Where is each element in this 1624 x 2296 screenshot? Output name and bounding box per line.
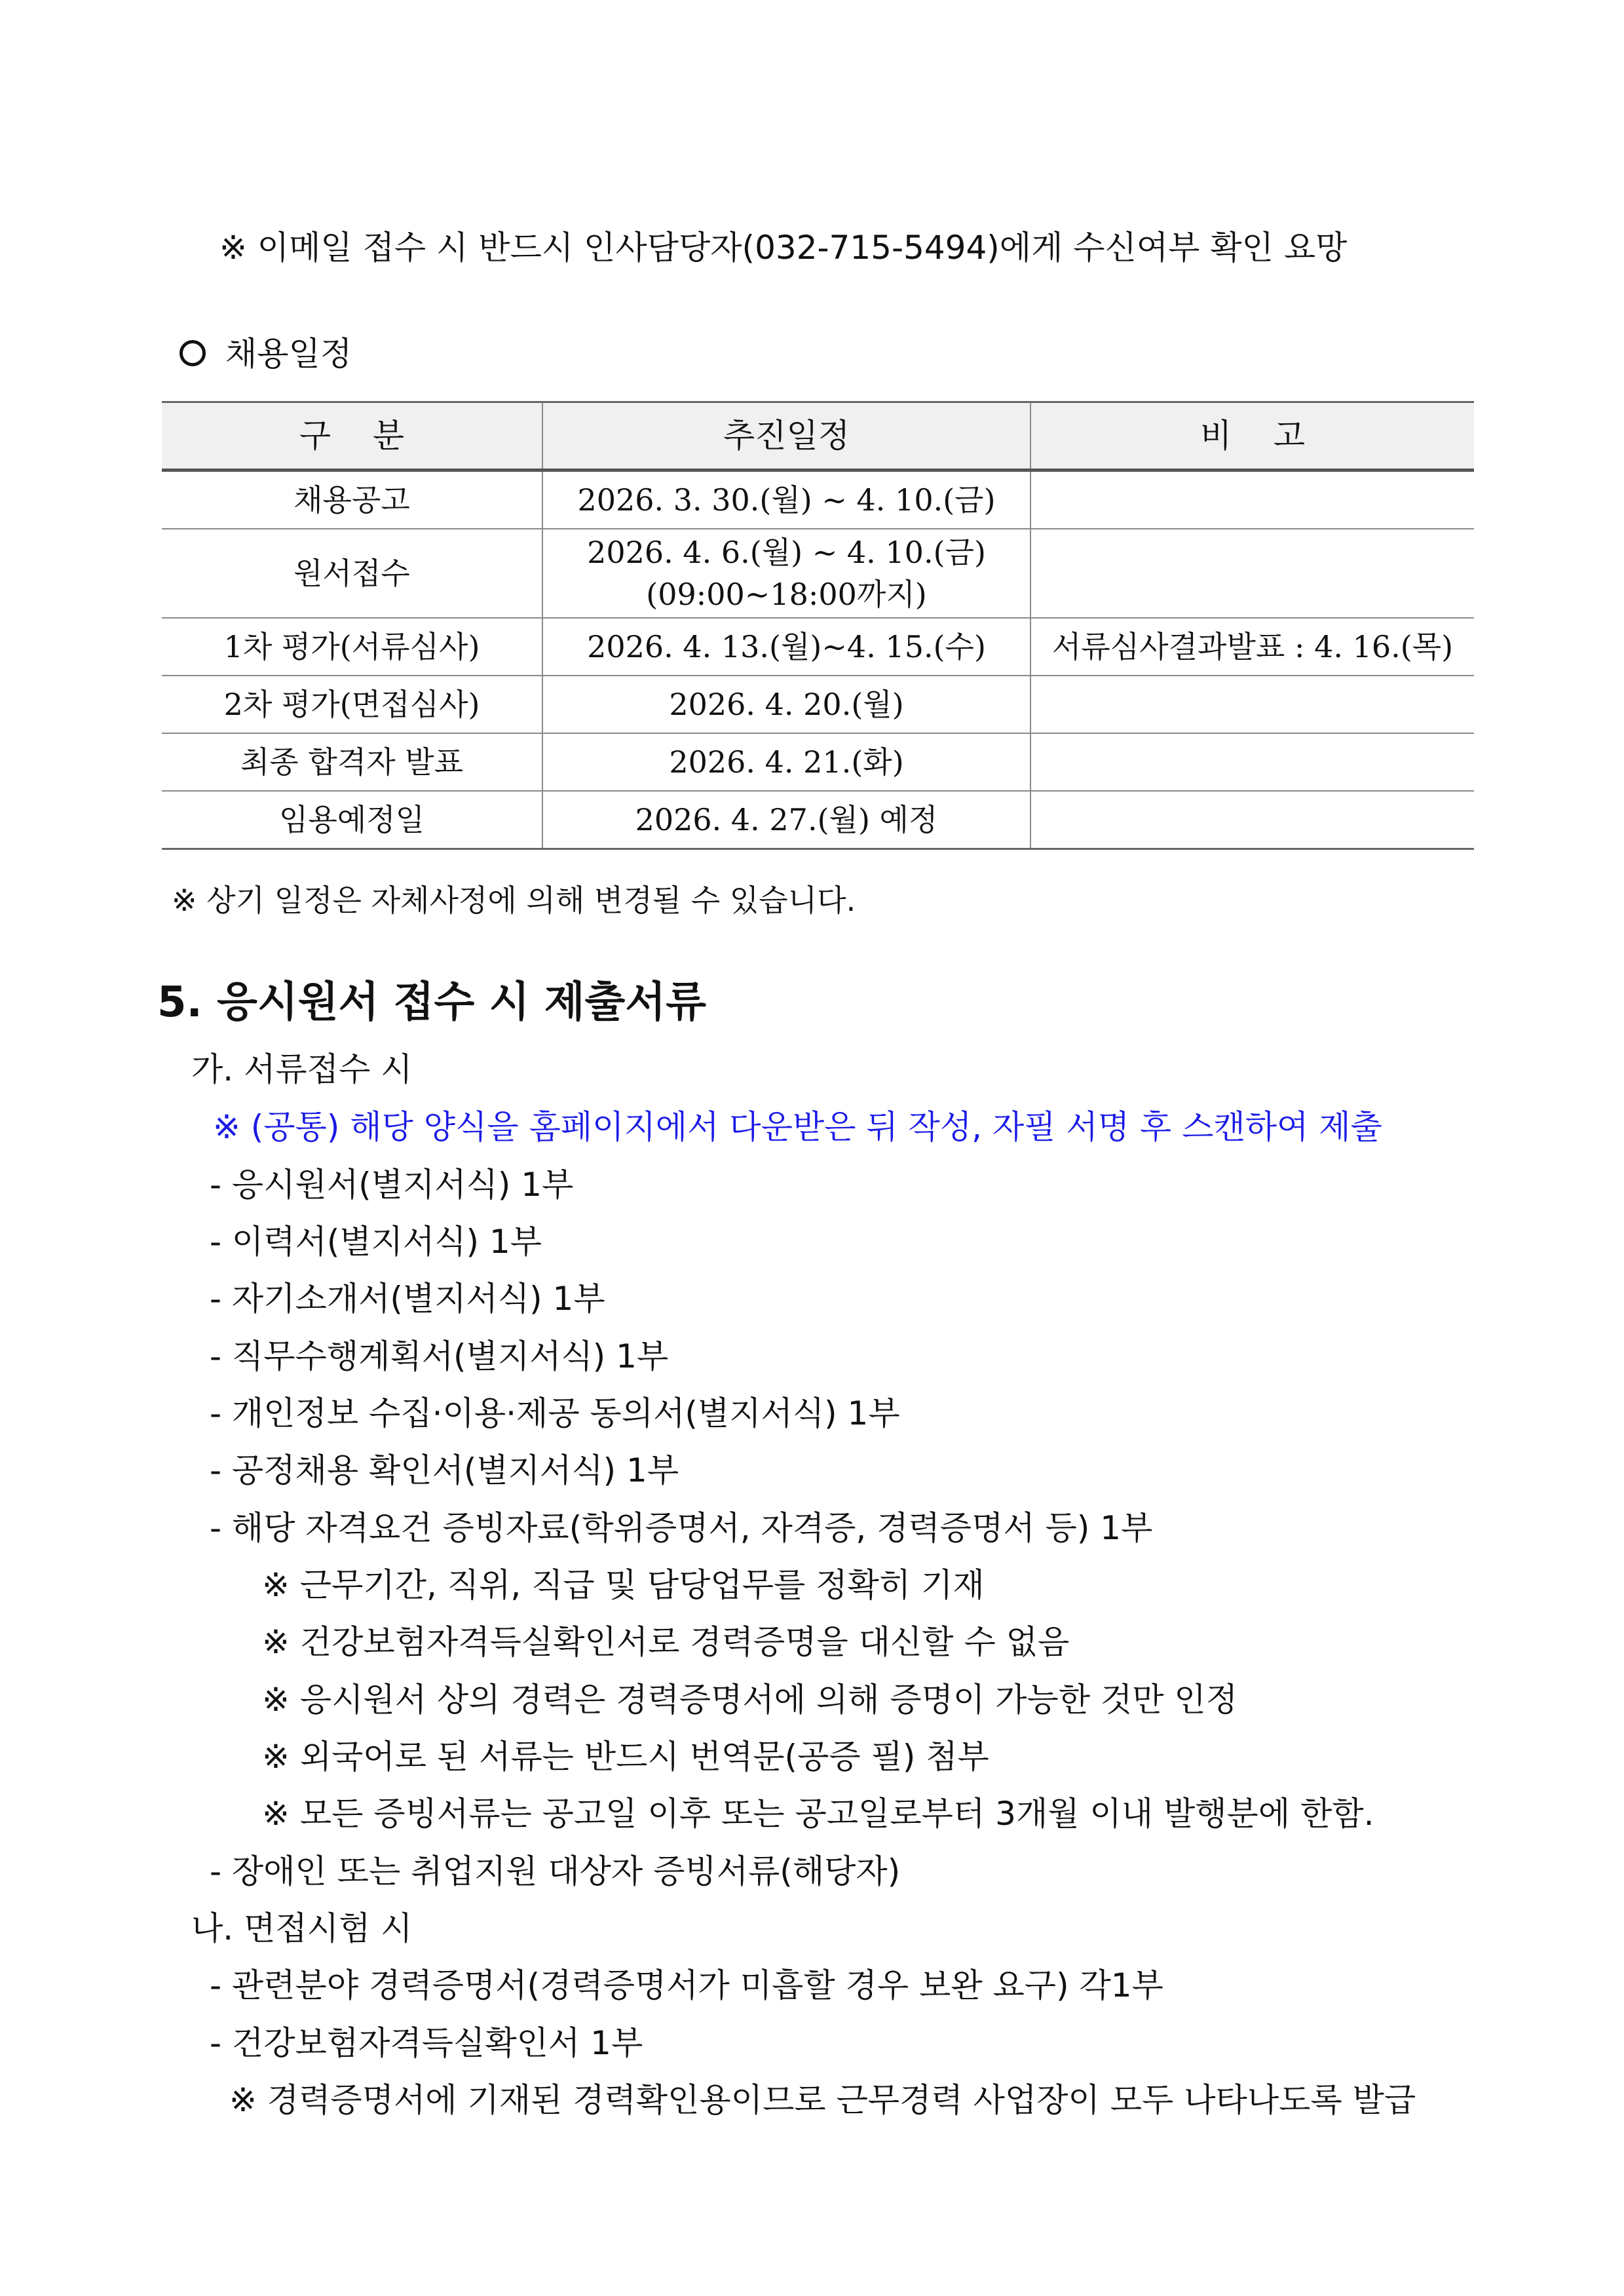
note-cell: [1030, 470, 1474, 529]
email-notice: ※ 이메일 접수 시 반드시 인사담당자(032-715-5494)에게 수신여부 확인 요망: [219, 229, 1348, 267]
note-cell: [1030, 733, 1474, 791]
date-cell: [542, 529, 1030, 618]
table-row: [162, 791, 1474, 849]
date-cell: 2026. 4. 13.(월)~4. 15.(수): [542, 618, 1030, 676]
sub-note: ※ 응시원서 상의 경력은 경력증명서에 의해 증명이 가능한 것만 인정: [262, 1681, 1238, 1719]
note-cell: 서류심사결과발표 : 4. 16.(목): [1030, 618, 1474, 676]
note-cell: [1030, 791, 1474, 849]
header-stage: 구 분: [162, 402, 542, 470]
stage-cell: 원서접수: [162, 529, 542, 618]
list-item: - 응시원서(별지서식) 1부: [210, 1166, 574, 1204]
date-cell: 2026. 4. 27.(월) 예정: [542, 791, 1030, 849]
list-item: - 관련분야 경력증명서(경력증명서가 미흡할 경우 보완 요구) 각1부: [210, 1966, 1163, 2004]
list-item: - 건강보험자격득실확인서 1부: [210, 2024, 643, 2062]
stage-cell: 2차 평가(면접심사): [162, 676, 542, 733]
section-title: 5. 응시원서 접수 시 제출서류: [157, 978, 707, 1027]
list-item: - 개인정보 수집·이용·제공 동의서(별지서식) 1부: [210, 1394, 900, 1432]
subsection-b-heading: 나. 면접시험 시: [191, 1909, 413, 1947]
date-line: 2026. 4. 6.(월) ~ 4. 10.(금): [587, 535, 986, 570]
stage-cell: 최종 합격자 발표: [162, 733, 542, 791]
list-item: - 자기소개서(별지서식) 1부: [210, 1280, 605, 1318]
stage-cell: 임용예정일: [162, 791, 542, 849]
table-row: [162, 676, 1474, 733]
sub-note: ※ 모든 증빙서류는 공고일 이후 또는 공고일로부터 3개월 이내 발행분에 한함.: [262, 1795, 1374, 1833]
stage-cell: 1차 평가(서류심사): [162, 618, 542, 676]
date-time-line: (09:00~18:00까지): [646, 577, 927, 612]
sub-note: ※ 경력증명서에 기재된 경력확인용이므로 근무경력 사업장이 모두 나타나도록 발급: [229, 2081, 1416, 2119]
list-item: - 직무수행계획서(별지서식) 1부: [210, 1337, 669, 1375]
date-cell: 2026. 4. 21.(화): [542, 733, 1030, 791]
table-row: [162, 733, 1474, 791]
table-row: [162, 529, 1474, 618]
note-cell: [1030, 529, 1474, 618]
schedule-title: 채용일정: [225, 335, 352, 373]
header-note: 비 고: [1030, 402, 1474, 470]
note-cell: [1030, 676, 1474, 733]
table-row: [162, 618, 1474, 676]
common-note: ※ (공통) 해당 양식을 홈페이지에서 다운받은 뒤 작성, 자필 서명 후 스캔하여 제출: [213, 1108, 1382, 1146]
circle-bullet-icon: [179, 340, 206, 366]
list-item: - 해당 자격요건 증빙자료(학위증명서, 자격증, 경력증명서 등) 1부: [210, 1509, 1153, 1547]
schedule-note: ※ 상기 일정은 자체사정에 의해 변경될 수 있습니다.: [172, 883, 856, 918]
schedule-heading: [172, 328, 352, 375]
list-item: - 공정채용 확인서(별지서식) 1부: [210, 1451, 679, 1489]
list-item: - 장애인 또는 취업지원 대상자 증빙서류(해당자): [210, 1852, 901, 1890]
table-row: [162, 470, 1474, 529]
stage-cell: 채용공고: [162, 470, 542, 529]
subsection-a-heading: 가. 서류접수 시: [191, 1050, 413, 1088]
header-date: 추진일정: [542, 402, 1030, 470]
sub-note: ※ 근무기간, 직위, 직급 및 담당업무를 정확히 기재: [262, 1566, 985, 1604]
list-item: - 이력서(별지서식) 1부: [210, 1223, 542, 1261]
date-cell: 2026. 3. 30.(월) ~ 4. 10.(금): [542, 470, 1030, 529]
sub-note: ※ 건강보험자격득실확인서로 경력증명을 대신할 수 없음: [262, 1623, 1070, 1661]
date-cell: 2026. 4. 20.(월): [542, 676, 1030, 733]
schedule-header-row: [162, 402, 1474, 470]
sub-note: ※ 외국어로 된 서류는 반드시 번역문(공증 필) 첨부: [262, 1738, 989, 1776]
schedule-table: [162, 401, 1474, 850]
